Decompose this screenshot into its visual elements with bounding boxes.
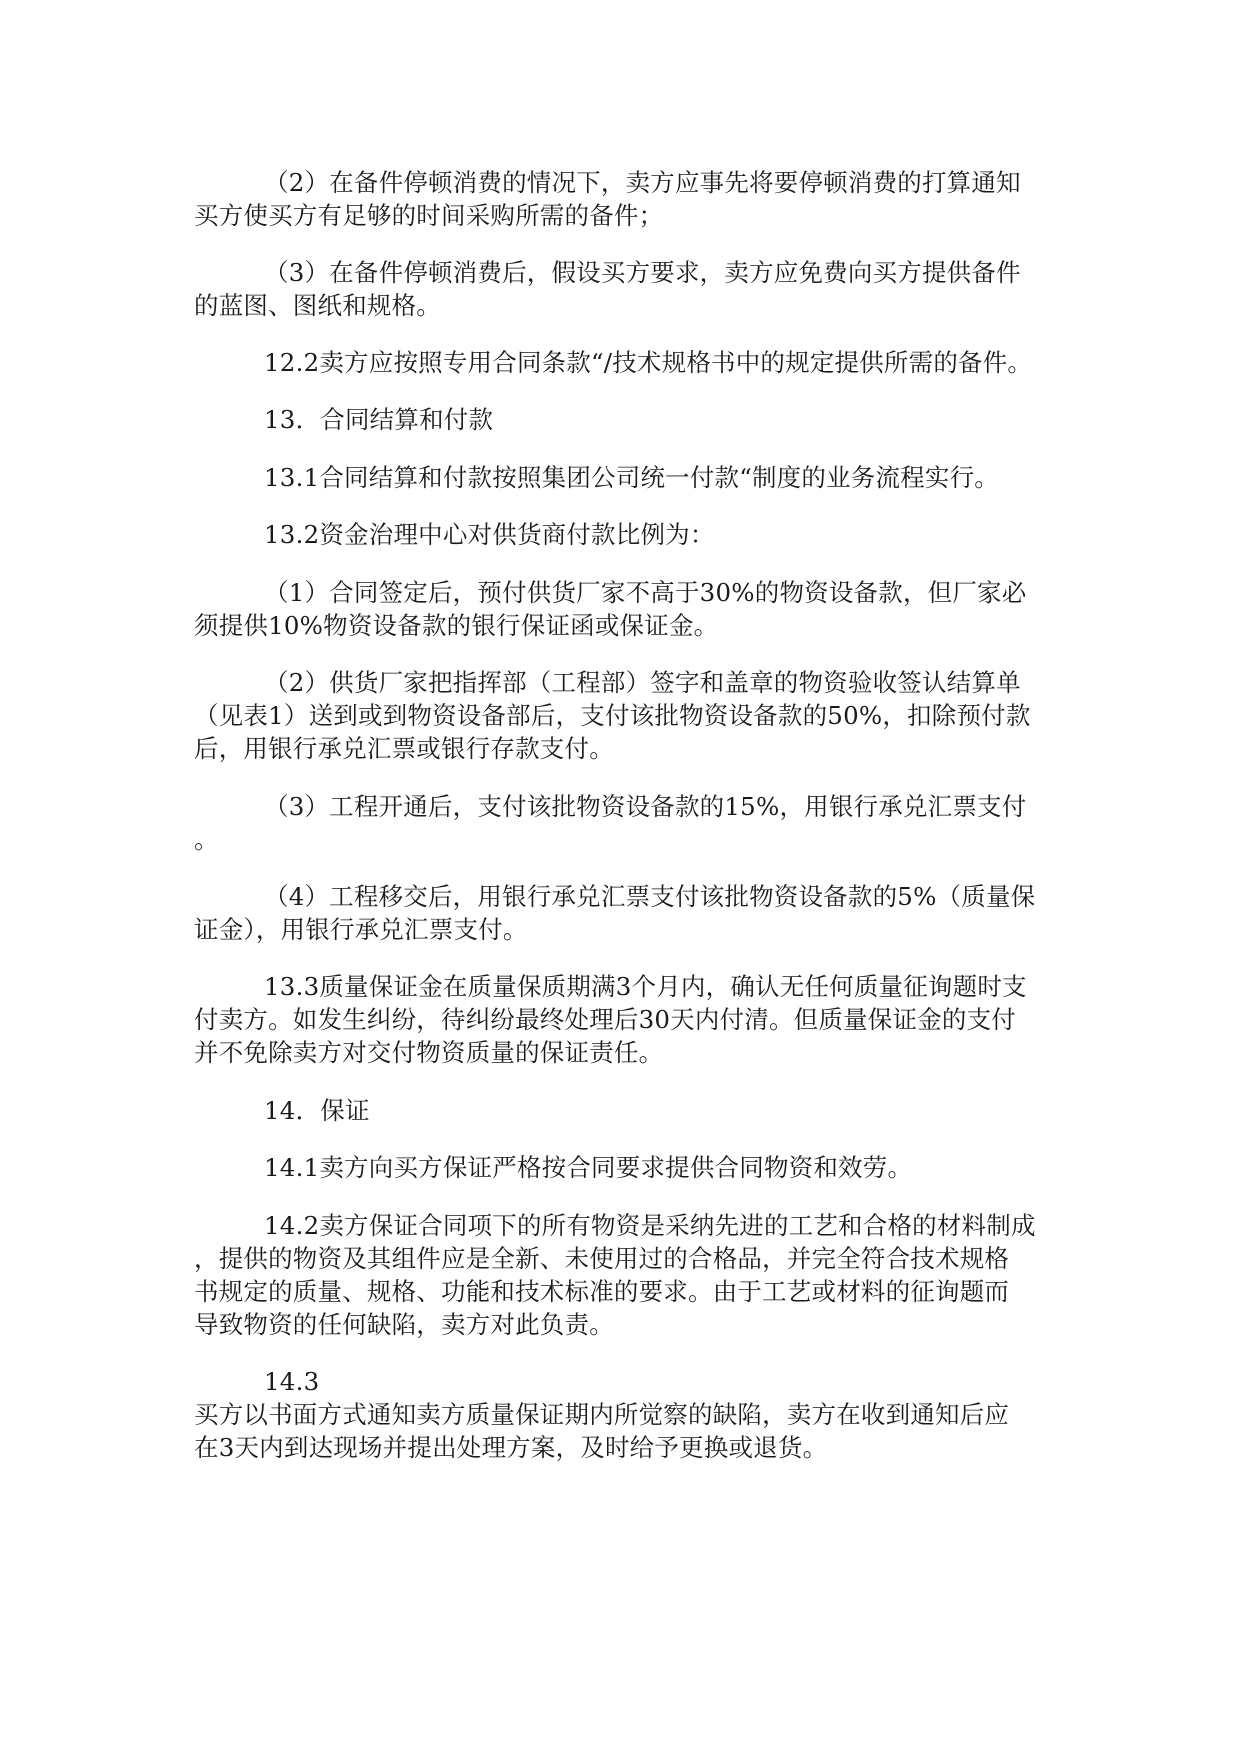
payment-item-1	[194, 576, 1064, 642]
text-line: 。	[194, 825, 219, 854]
clause-14-2	[194, 1209, 1064, 1341]
text-line: 证金），用银行承兑汇票支付。	[194, 915, 528, 944]
payment-item-3	[194, 790, 1064, 856]
text-line: ，提供的物资及其组件应是全新、未使用过的合格品，并完全符合技术规格	[194, 1244, 1010, 1273]
text-line: （4）工程移交后，用银行承兑汇票支付该批物资设备款的5%（质量保	[264, 882, 1036, 911]
section-heading: 13．合同结算和付款	[264, 405, 494, 434]
section-heading: 14．保证	[264, 1096, 370, 1125]
text-line: （1）合同签定后，预付供货厂家不高于30%的物资设备款，但厂家必	[264, 578, 1027, 607]
text-line: （2）在备件停顿消费的情况下，卖方应事先将要停顿消费的打算通知	[264, 168, 1021, 197]
payment-item-2	[194, 666, 1064, 765]
text-line: 须提供10%物资设备款的银行保证函或保证金。	[194, 611, 719, 640]
text-line: 14.3	[264, 1367, 320, 1396]
text-line: 14.1卖方向买方保证严格按合同要求提供合同物资和效劳。	[264, 1153, 913, 1182]
text-line: 13.1合同结算和付款按照集团公司统一付款“制度的业务流程实行。	[264, 463, 999, 492]
text-line: 14.2卖方保证合同项下的所有物资是采纳先进的工艺和合格的材料制成	[264, 1211, 1036, 1240]
text-line: 12.2卖方应按照专用合同条款“/技术规格书中的规定提供所需的备件。	[264, 348, 1033, 377]
text-line: 后，用银行承兑汇票或银行存款支付。	[194, 734, 614, 763]
clause-14-3	[194, 1365, 1064, 1464]
clause-13-2	[194, 518, 1064, 551]
section-heading-14	[194, 1094, 1064, 1127]
clause-12-2	[194, 346, 1064, 379]
payment-item-4	[194, 880, 1064, 946]
text-line: 买方以书面方式通知卖方质量保证期内所觉察的缺陷，卖方在收到通知后应	[194, 1400, 1010, 1429]
paragraph-blueprints	[194, 256, 1064, 322]
clause-13-3	[194, 970, 1064, 1069]
text-line: 付卖方。如发生纠纷，待纠纷最终处理后30天内付清。但质量保证金的支付	[194, 1005, 1016, 1034]
text-line: （2）供货厂家把指挥部（工程部）签字和盖章的物资验收签认结算单	[264, 668, 1021, 697]
text-line: （3）工程开通后，支付该批物资设备款的15%，用银行承兑汇票支付	[264, 792, 1027, 821]
text-line: 13.2资金治理中心对供货商付款比例为：	[264, 520, 715, 549]
text-line: 买方使买方有足够的时间采购所需的备件；	[194, 201, 664, 230]
document-page	[194, 0, 1064, 1754]
clause-14-1	[194, 1151, 1064, 1184]
text-line: 13.3质量保证金在质量保质期满3个月内，确认无任何质量征询题时支	[264, 972, 1027, 1001]
text-line: 在3天内到达现场并提出处理方案，及时给予更换或退货。	[194, 1433, 828, 1462]
text-line: （见表1）送到或到物资设备部后，支付该批物资设备款的50%，扣除预付款	[194, 701, 1031, 730]
text-line: 书规定的质量、规格、功能和技术标准的要求。由于工艺或材料的征询题而	[194, 1277, 1010, 1306]
section-heading-13	[194, 403, 1064, 436]
text-line: 的蓝图、图纸和规格。	[194, 291, 441, 320]
text-line: 导致物资的任何缺陷，卖方对此负责。	[194, 1310, 614, 1339]
text-line: 并不免除卖方对交付物资质量的保证责任。	[194, 1038, 664, 1067]
clause-13-1	[194, 461, 1064, 494]
paragraph-spare-parts-stop-notice	[194, 166, 1064, 232]
text-line: （3）在备件停顿消费后，假设买方要求，卖方应免费向买方提供备件	[264, 258, 1021, 287]
